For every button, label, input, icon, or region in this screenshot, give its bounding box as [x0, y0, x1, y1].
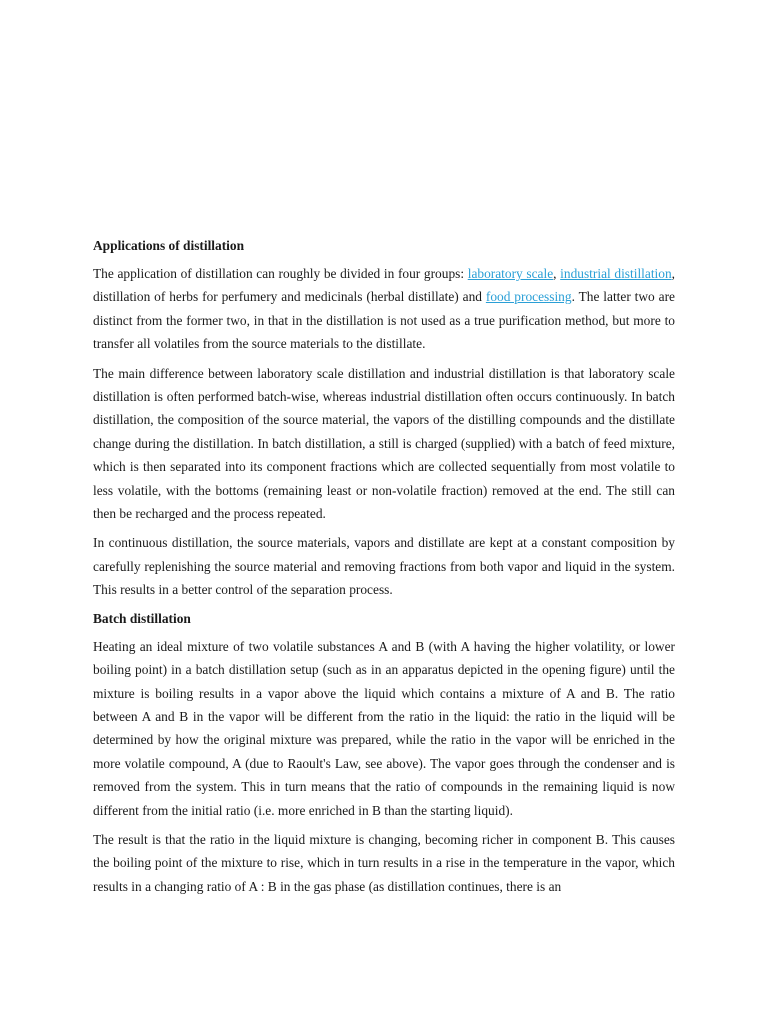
paragraph-text: , distillation of herbs for perfumery and medicinals (herbal distillate) and [93, 266, 676, 305]
paragraph-applications-intro [93, 262, 675, 356]
paragraph-text: The application of distillation can roughly be divided in four groups: [93, 266, 468, 281]
link-food-processing[interactable]: food processing [485, 289, 572, 305]
section-heading-batch-distillation: Batch distillation [93, 610, 191, 626]
paragraph-text: . The latter two are distinct from the former two, in that in the distillation is not used as a true purification method, but more to transfer all volatiles from the source materials to the distillate. [93, 289, 675, 352]
document-page [93, 236, 675, 904]
section-heading-applications: Applications of distillation [93, 238, 245, 253]
link-industrial-distillation[interactable]: industrial distillation [560, 266, 672, 281]
paragraph-batch-heating: Heating an ideal mixture of two volatile substances A and B (with A having the higher volatility, or lower boiling point) in a batch distillation setup (such as in an apparatus depicted in the opening figure) until the mixture is boiling results in a vapor above the liquid which contains a mixture of A and B. The ratio between A and B in the vapor will be different from the ratio in the liquid: the ratio in the liquid will be determined by how the original mixture was prepared, while the ratio in the vapor will be enriched in the more volatile compound, A (due to Raoult's Law, see above). The vapor goes through the condenser and is removed from the system. This in turn means that the ratio of compounds in the remaining liquid is now different from the initial ratio (i.e. more enriched in B than the starting liquid). [93, 638, 675, 818]
link-laboratory-scale[interactable]: laboratory scale [467, 266, 554, 281]
paragraph-text: , [553, 266, 561, 281]
paragraph-batch-result: The result is that the ratio in the liquid mixture is changing, becoming richer in component B. This causes the boiling point of the mixture to rise, which in turn results in a rise in the temperature in the vapor, which results in a changing ratio of A : B in the gas phase (as distillation continues, there is an [93, 831, 675, 894]
paragraph-lab-vs-industrial: The main difference between laboratory scale distillation and industrial distillation is that laboratory scale distillation is often performed batch-wise, whereas industrial distillation often occurs continuously. In batch distillation, the composition of the source material, the vapors of the distilling compounds and the distillate change during the distillation. In batch distillation, a still is charged (supplied) with a batch of feed mixture, which is then separated into its component fractions which are collected sequentially from most volatile to less volatile, with the bottoms (remaining least or non-volatile fraction) removed at the end. The still can then be recharged and the process repeated. [93, 365, 675, 522]
paragraph-continuous-distillation: In continuous distillation, the source materials, vapors and distillate are kept at a constant composition by carefully replenishing the source material and removing fractions from both vapor and liquid in the system. This results in a better control of the separation process. [93, 535, 675, 598]
